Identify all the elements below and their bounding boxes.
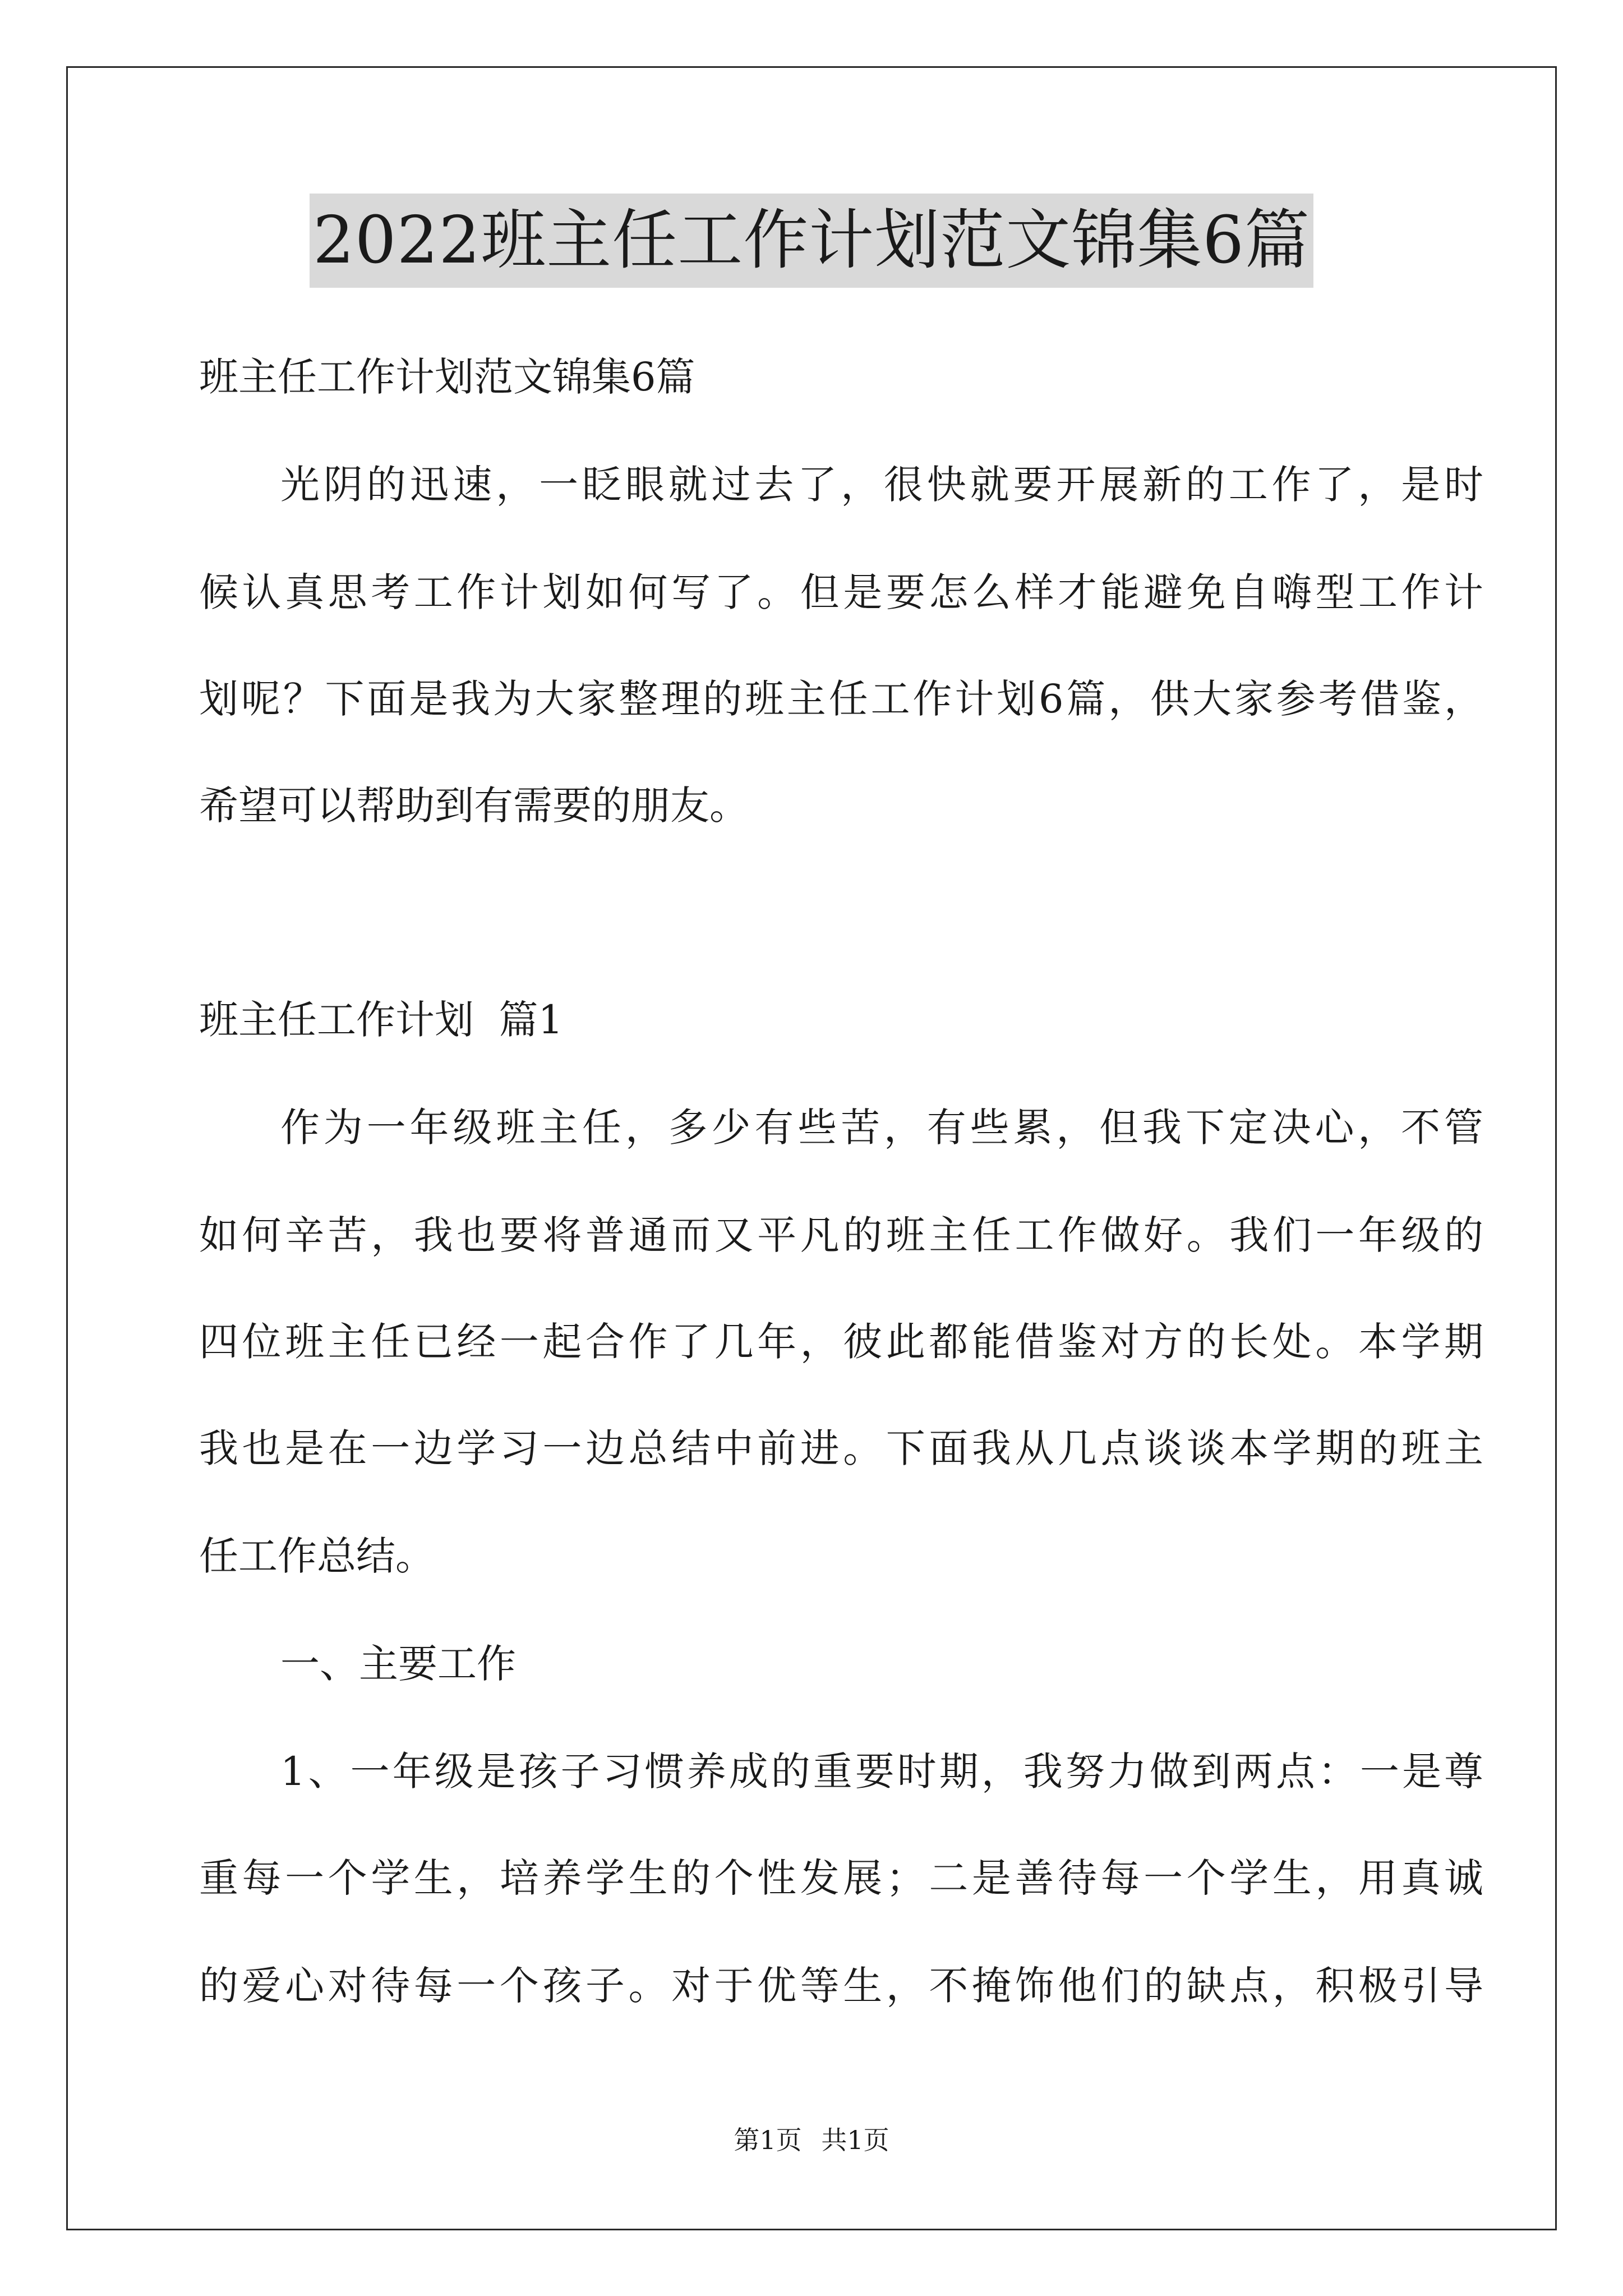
section-line-2: 如何辛苦，我也要将普通而又平凡的班主任工作做好。我们一年级的 <box>199 1212 1483 1258</box>
section-line-5: 任工作总结。 <box>199 1533 435 1579</box>
page-footer <box>0 2123 1623 2157</box>
document-subtitle: 班主任工作计划范文锦集6篇 <box>199 354 695 400</box>
section-heading: 班主任工作计划 篇1 <box>199 997 564 1043</box>
document-title: 2022班主任工作计划范文锦集6篇 <box>310 194 1313 288</box>
sub-heading: 一、主要工作 <box>280 1641 516 1687</box>
intro-line-2: 候认真思考工作计划如何写了。但是要怎么样才能避免自嗨型工作计 <box>199 569 1483 615</box>
section-line-4: 我也是在一边学习一边总结中前进。下面我从几点谈谈本学期的班主 <box>199 1425 1483 1471</box>
point-line-1: 1、一年级是孩子习惯养成的重要时期，我努力做到两点：一是尊 <box>280 1749 1483 1795</box>
intro-line-1: 光阴的迅速，一眨眼就过去了，很快就要开展新的工作了，是时 <box>280 462 1483 508</box>
point-line-2: 重每一个学生，培养学生的个性发展；二是善待每一个学生，用真诚 <box>199 1855 1483 1901</box>
intro-line-3: 划呢？下面是我为大家整理的班主任工作计划6篇，供大家参考借鉴， <box>199 676 1483 722</box>
title-container <box>0 194 1623 288</box>
section-line-3: 四位班主任已经一起合作了几年，彼此都能借鉴对方的长处。本学期 <box>199 1319 1483 1365</box>
page-total: 共1页 <box>821 2125 889 2155</box>
section-line-1: 作为一年级班主任，多少有些苦，有些累，但我下定决心，不管 <box>280 1105 1483 1151</box>
point-line-3: 的爱心对待每一个孩子。对于优等生，不掩饰他们的缺点，积极引导 <box>199 1963 1483 2009</box>
intro-line-4: 希望可以帮助到有需要的朋友。 <box>199 783 749 829</box>
page-number: 第1页 <box>734 2125 802 2155</box>
